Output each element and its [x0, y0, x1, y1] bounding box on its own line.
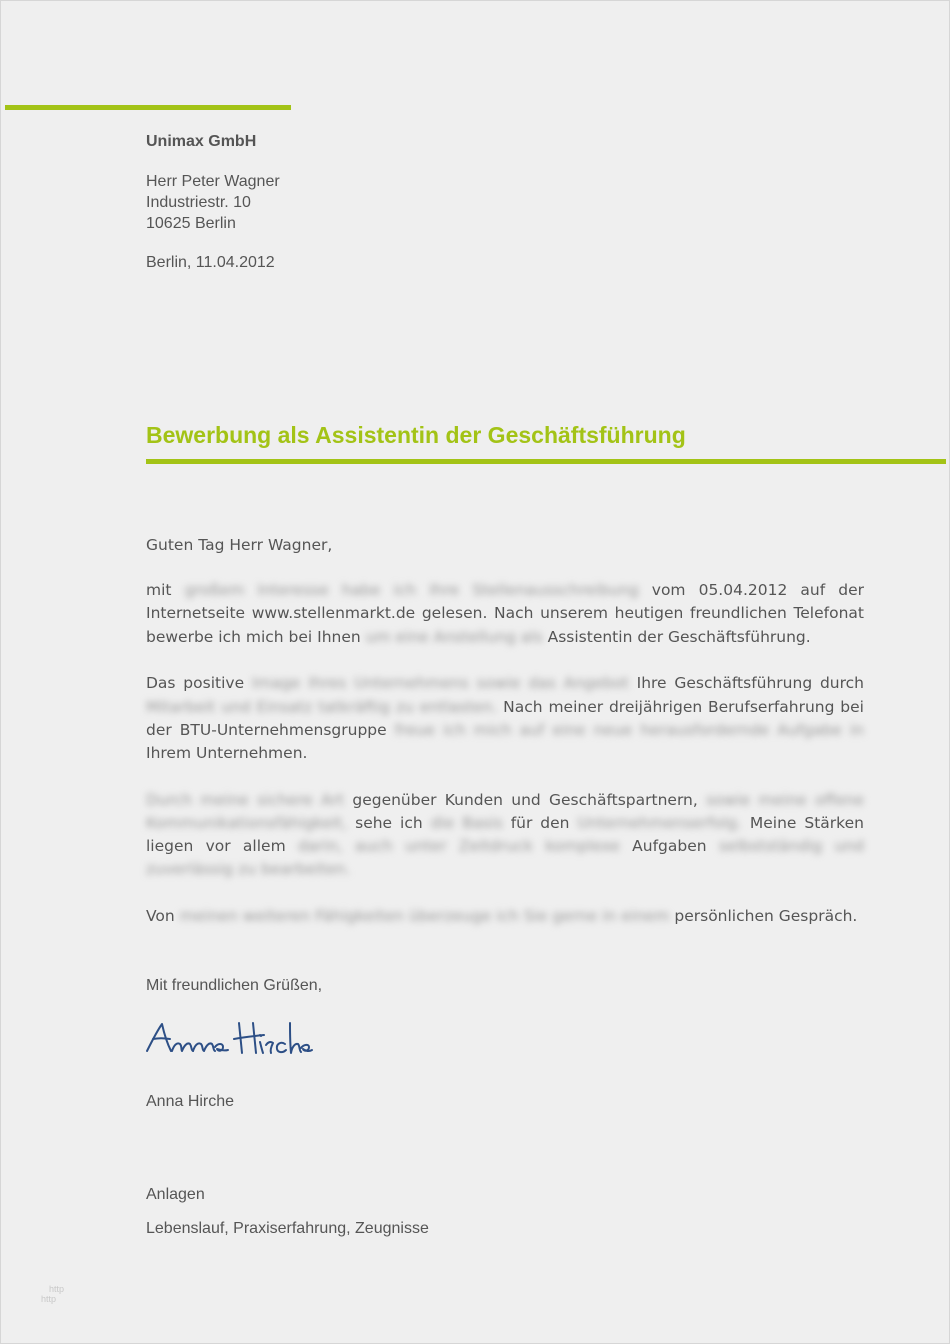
paragraph-2: [146, 672, 864, 765]
watermark: [41, 1284, 64, 1304]
signature-name: Anna Hirche: [146, 1093, 235, 1110]
p2-text-3: Nach meiner dreijährigen Berufserfahrung bei der BTU-Unternehmensgruppe: [146, 697, 864, 739]
recipient-city: 10625 Berlin: [146, 215, 236, 232]
recipient-name: Herr Peter Wagner: [146, 173, 280, 190]
paragraph-4: [146, 905, 864, 928]
p4-text-2: persönlichen Gespräch.: [674, 906, 858, 925]
p2-redacted-2: Mitarbeit und Einsatz tatkräftig zu entlasten.: [146, 697, 498, 716]
attachments-list: Lebenslauf, Praxiserfahrung, Zeugnisse: [146, 1220, 429, 1237]
p2-redacted-1: Image Ihres Unternehmens sowie das Angebot: [251, 674, 629, 693]
p3-text-2: sehe ich: [355, 813, 423, 832]
p3-text-4: Meine Stärken liegen vor allem: [146, 813, 864, 856]
p3-redacted-1: Durch meine sichere Art: [146, 790, 345, 809]
p4-redacted-1: meinen weiteren Fähigkeiten überzeuge ich Sie gerne in einem: [179, 906, 670, 925]
paragraph-1: [146, 579, 864, 649]
p1-text-1: mit: [146, 581, 172, 600]
p3-redacted-2: sowie meine offene Kommunikationsfähigkeit,: [146, 790, 865, 832]
p1-redacted-1: großem Interesse habe ich Ihre Stellenausschreibung: [184, 581, 639, 600]
signature-text: Anna Hirche: [144, 1067, 150, 1068]
p2-redacted-3: freue ich mich auf eine neue herausfordernde Aufgabe in: [394, 720, 864, 739]
watermark-line-2: http: [41, 1294, 57, 1304]
paragraph-3: [146, 789, 864, 882]
p3-redacted-4: Unternehmenserfolg.: [577, 813, 742, 832]
p3-redacted-6: selbstständig und zuverlässig zu bearbeiten.: [146, 837, 864, 879]
top-accent-rule: [5, 105, 291, 110]
p3-redacted-3: die Basis: [430, 813, 503, 832]
p2-text-1: Das positive: [146, 674, 245, 693]
closing-line: Mit freundlichen Grüßen,: [146, 977, 323, 994]
sender-company: Unimax GmbH: [146, 133, 257, 150]
p3-redacted-5: darin, auch unter Zeitdruck komplexe: [297, 837, 620, 856]
subject-heading: Bewerbung als Assistentin der Geschäftsführung: [146, 422, 686, 448]
p1-text-3: Assistentin der Geschäftsführung.: [547, 627, 811, 646]
p4-text-1: Von: [146, 906, 175, 925]
p2-text-2: Ihre Geschäftsführung durch: [636, 674, 864, 693]
p1-text-2: vom 05.04.2012 auf der Internetseite www.stellenmarkt.de gelesen. Nach unserem heutigen freundlichen Telefonat bewerbe ich mich bei Ihnen: [146, 581, 864, 646]
p3-text-3: für den: [510, 813, 570, 832]
recipient-street: Industriestr. 10: [146, 194, 251, 211]
p3-text-1: gegenüber Kunden und Geschäftspartnern,: [352, 790, 698, 809]
date-line: Berlin, 11.04.2012: [146, 254, 275, 271]
recipient-address: [146, 171, 280, 234]
p1-redacted-2: um eine Anstellung als: [365, 627, 543, 646]
greeting: Guten Tag Herr Wagner,: [146, 536, 333, 554]
signature-graphic: [144, 1019, 314, 1069]
watermark-line-1: http: [49, 1284, 65, 1294]
p3-text-5: Aufgaben: [632, 837, 707, 856]
handwritten-signature: [144, 1019, 314, 1074]
subject-underline-rule: [146, 459, 946, 464]
p2-text-4: Ihrem Unternehmen.: [146, 743, 308, 762]
letter-body: [146, 534, 864, 952]
attachments-heading: Anlagen: [146, 1186, 205, 1203]
